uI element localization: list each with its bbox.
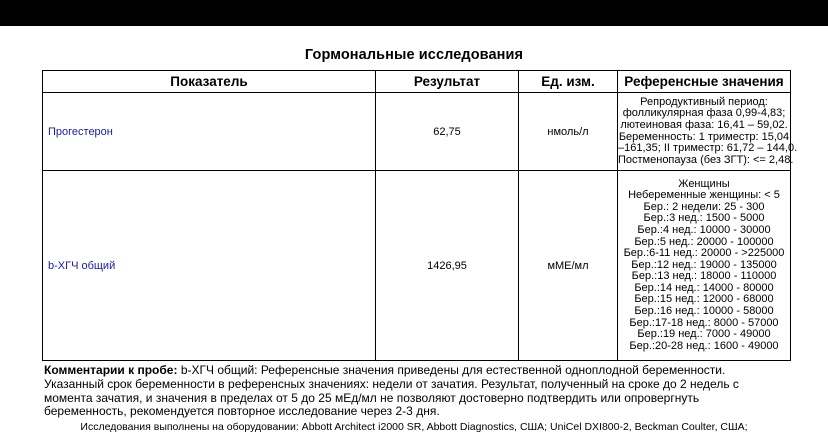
unit-value: мМЕ/мл (519, 171, 618, 361)
result-value: 62,75 (376, 93, 519, 171)
reference-line: Бер.:12 нед.: 19000 - 135000 (631, 258, 777, 271)
reference-line: Бер.:13 нед.: 18000 - 110000 (631, 270, 777, 283)
comment-text: Указанный срок беременности в референсных значениях: недели от зачатия. Результат, полученный на сроке до 2 недель с (44, 376, 739, 391)
reference-values (618, 171, 791, 361)
reference-line: Бер.:20-28 нед.: 1600 - 49000 (629, 339, 779, 352)
top-dark-bar (0, 0, 828, 26)
reference-line: Бер.: 2 недели: 25 - 300 (643, 200, 765, 213)
indicator-name: Прогестерон (43, 93, 376, 171)
reference-line: Репродуктивный период: (640, 95, 768, 108)
reference-line: Небеременные женщины: < 5 (628, 189, 780, 202)
reference-line: Бер.:14 нед.: 14000 - 80000 (634, 281, 774, 294)
header-reference: Референсные значения (618, 71, 791, 93)
reference-line: Бер.:15 нед.: 12000 - 68000 (634, 293, 774, 306)
reference-line: Постменопауза (без ЗГТ): <= 2,48. (618, 153, 794, 166)
reference-line: Бер.:5 нед.: 20000 - 100000 (634, 235, 774, 248)
indicator-name: b-ХГЧ общий (43, 171, 376, 361)
comment-text: беременность, рекомендуется повторное исследование через 2-3 дня. (44, 404, 440, 419)
reference-values (618, 93, 798, 171)
equipment-note: Исследования выполнены на оборудовании: Abbott Architect i2000 SR, Abbott Diagnostics, США; UniCel DXI800-2, Beckman Coulter, США; (80, 421, 748, 433)
sample-comment (44, 364, 784, 419)
comment-text: момента зачатия, и значения в пределах от 5 до 25 мЕд/мл не позволяют достоверно подтвердить или опровергнуть (44, 390, 700, 405)
result-value: 1426,95 (376, 171, 519, 361)
unit-value: нмоль/л (519, 93, 618, 171)
page-title: Гормональные исследования (304, 47, 524, 63)
table-header-row (43, 71, 791, 93)
reference-line: Бер.:6-11 нед.: 20000 - >225000 (623, 247, 785, 260)
reference-line: Бер.:3 нед.: 1500 - 5000 (643, 212, 765, 225)
reference-line: Бер.:16 нед.: 10000 - 58000 (634, 305, 774, 318)
header-indicator: Показатель (43, 71, 376, 93)
reference-line: Женщины (678, 177, 730, 190)
reference-line: Бер.:19 нед.: 7000 - 49000 (637, 328, 771, 341)
results-table (42, 70, 798, 361)
reference-line: Бер.:4 нед.: 10000 - 30000 (637, 223, 771, 236)
table-row (43, 93, 791, 171)
header-result: Результат (376, 71, 519, 93)
reference-line: –161,35; II триместр: 61,72 – 144,0. (618, 142, 798, 155)
comment-label: Комментарии к пробе: (44, 363, 178, 377)
table-row (43, 171, 791, 361)
reference-line: Беременность: 1 триместр: 15,04 (618, 130, 790, 143)
reference-line: Бер.:17-18 нед.: 8000 - 57000 (629, 316, 779, 329)
reference-line: лютеиновая фаза: 16,41 – 59,02. (620, 118, 788, 131)
reference-line: фолликулярная фаза 0,99-4,83; (622, 107, 786, 120)
header-unit: Ед. изм. (519, 71, 618, 93)
comment-text: b-ХГЧ общий: Референсные значения приведены для естественной одноплодной беременности. (177, 363, 726, 377)
